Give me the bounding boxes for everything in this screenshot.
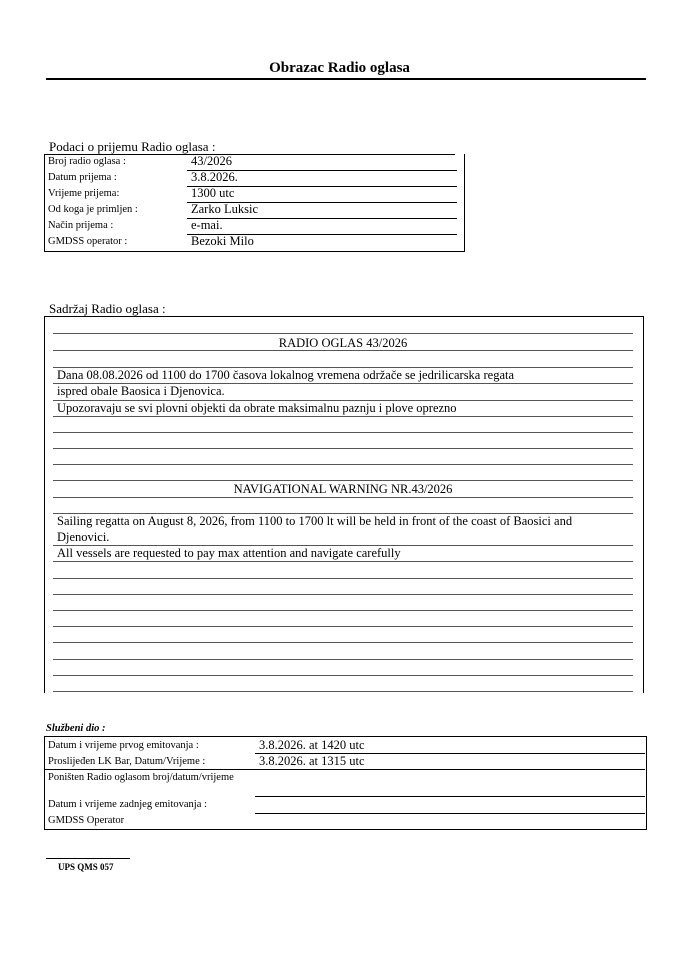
ruled-line <box>53 691 633 692</box>
official-value: 3.8.2026. at 1420 utc <box>259 738 365 752</box>
local-heading: RADIO OGLAS 43/2026 <box>278 336 408 350</box>
ruled-line <box>53 350 633 351</box>
receipt-table <box>44 154 465 252</box>
ruled-line <box>53 561 633 562</box>
ruled-line <box>53 675 633 676</box>
receipt-row <box>45 170 464 186</box>
ruled-line <box>53 610 633 611</box>
local-text-line: Dana 08.08.2026 od 1100 do 1700 časova lokalnog vremena održače se jedrilicarska regata <box>57 368 515 382</box>
title-rule <box>46 78 646 80</box>
receipt-row <box>45 234 464 250</box>
ruled-line <box>53 333 633 334</box>
receipt-value: 3.8.2026. <box>191 170 238 184</box>
ruled-line <box>53 432 633 433</box>
footer-code: UPS QMS 057 <box>58 862 114 872</box>
ruled-line <box>53 480 633 481</box>
ruled-line <box>53 416 633 417</box>
official-table <box>44 736 647 830</box>
official-label: GMDSS Operator <box>48 815 125 826</box>
ruled-line <box>53 578 633 579</box>
official-rule <box>45 769 645 770</box>
official-label: Poništen Radio oglasom broj/datum/vrijeme <box>48 772 234 783</box>
receipt-row <box>45 186 464 202</box>
official-rule <box>255 796 645 797</box>
local-text-line: Upozoravaju se svi plovni objekti da obrate maksimalnu paznju i plove oprezno <box>57 401 457 415</box>
official-label: Datum i vrijeme prvog emitovanja : <box>48 740 199 751</box>
receipt-label: Vrijeme prijema: <box>48 188 120 199</box>
receipt-value: e-mai. <box>191 218 223 232</box>
official-label: Proslijeđen LK Bar, Datum/Vrijeme : <box>48 756 206 767</box>
receipt-label: GMDSS operator : <box>48 236 128 247</box>
receipt-label: Datum prijema : <box>48 172 117 183</box>
ruled-line <box>53 642 633 643</box>
receipt-label: Broj radio oglasa : <box>48 156 126 167</box>
nav-text-line: All vessels are requested to pay max attention and navigate carefully <box>57 546 401 560</box>
receipt-value: 1300 utc <box>191 186 235 200</box>
ruled-line <box>53 594 633 595</box>
nav-text-line: Sailing regatta on August 8, 2026, from 1100 to 1700 lt will be held in front of the coast of Baosici and <box>57 514 573 528</box>
official-value: 3.8.2026. at 1315 utc <box>259 754 365 768</box>
nav-heading: NAVIGATIONAL WARNING NR.43/2026 <box>233 482 453 496</box>
receipt-value: 43/2026 <box>191 154 232 168</box>
ruled-line <box>53 464 633 465</box>
receipt-value: Zarko Luksic <box>191 202 258 216</box>
receipt-label: Način prijema : <box>48 220 114 231</box>
receipt-value: Bezoki Milo <box>191 234 254 248</box>
content-box <box>44 316 644 693</box>
receipt-row <box>45 218 464 234</box>
nav-text-line: Djenovici. <box>57 530 110 544</box>
ruled-line <box>53 626 633 627</box>
official-label: Datum i vrijeme zadnjeg emitovanja : <box>48 799 207 810</box>
ruled-line <box>53 659 633 660</box>
receipt-row <box>45 154 464 170</box>
receipt-row <box>45 202 464 218</box>
footer-rule <box>46 858 130 859</box>
receipt-section-label: Podaci o prijemu Radio oglasa : <box>49 139 216 154</box>
ruled-line <box>53 448 633 449</box>
document-title: Obrazac Radio oglasa <box>269 60 410 76</box>
receipt-label: Od koga je primljen : <box>48 204 138 215</box>
content-section-label: Sadržaj Radio oglasa : <box>49 301 166 316</box>
ruled-line <box>53 497 633 498</box>
official-rule <box>255 813 645 814</box>
local-text-line: ispred obale Baosica i Djenovica. <box>57 384 225 398</box>
official-section-label: Službeni dio : <box>46 723 106 734</box>
